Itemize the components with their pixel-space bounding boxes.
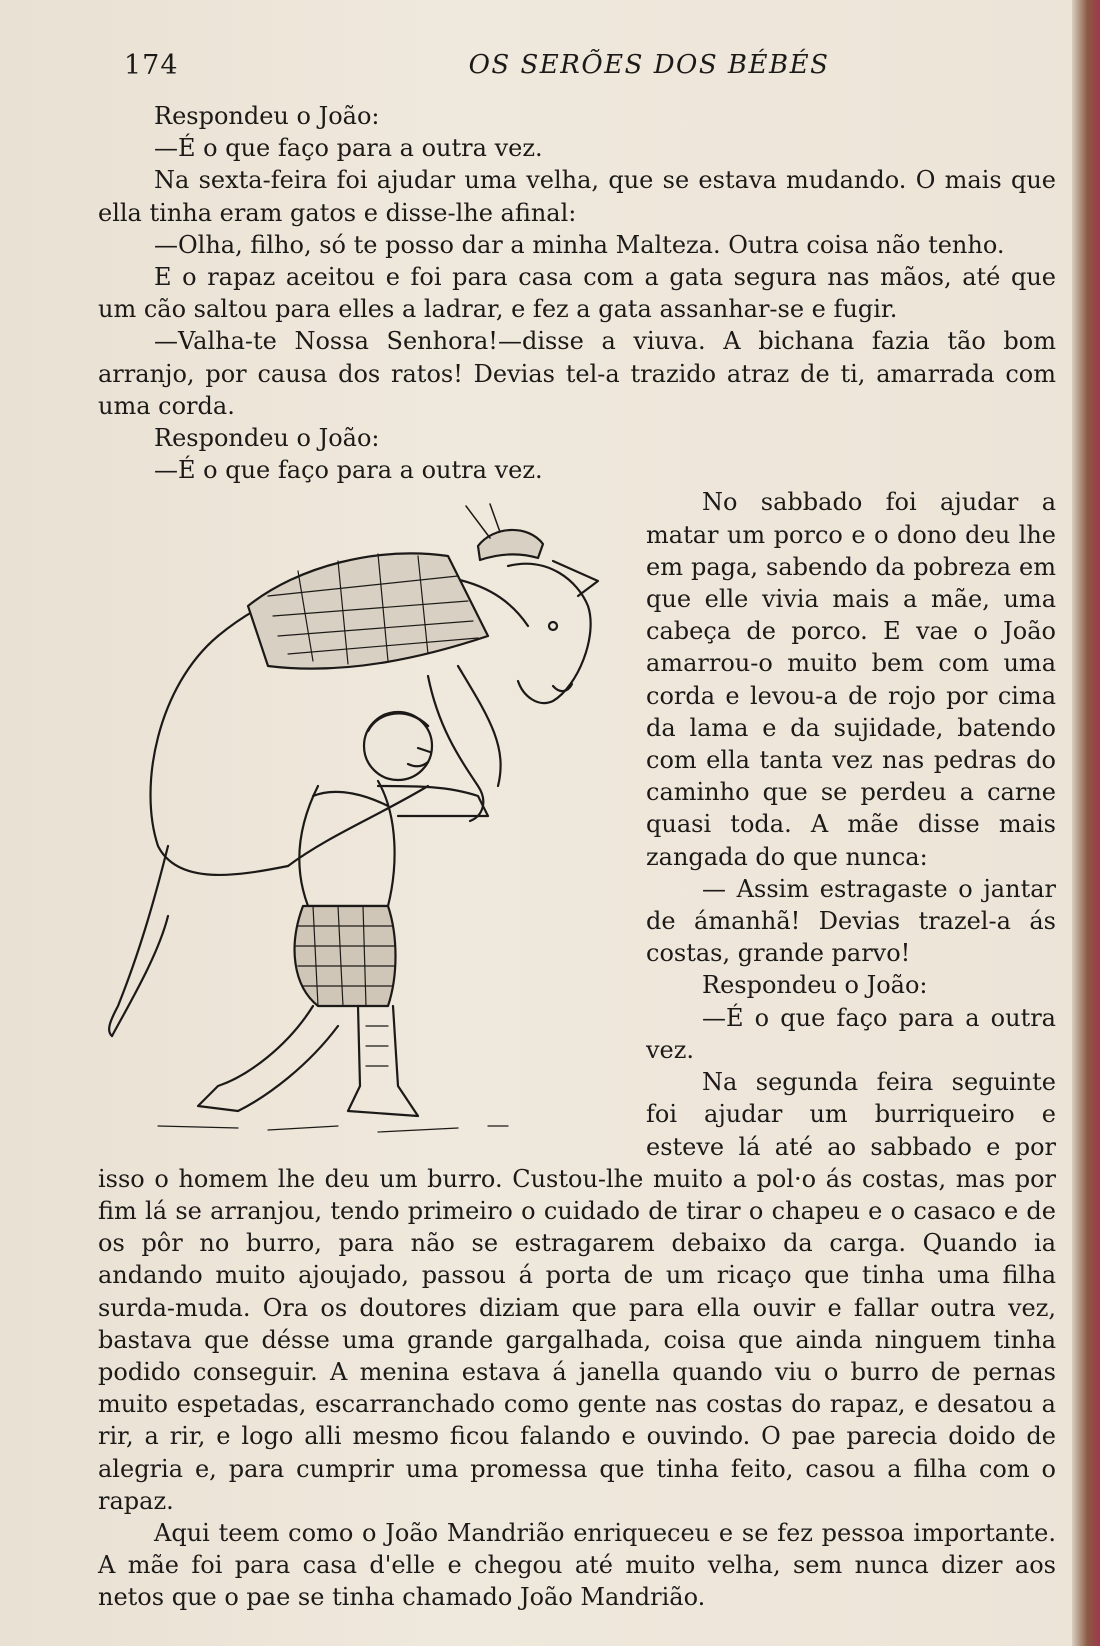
donkey-belly [288,786,428,866]
page-number: 174 [124,50,179,81]
paragraph: E o rapaz aceitou e foi para casa com a gata segura nas mãos, até que um cão saltou para elles a ladrar, e fez a gata assanhar-se e fugir. [98,263,1056,324]
jacket-on-donkey [248,554,488,669]
paragraph: —É o que faço para a outra vez. [154,134,543,163]
paragraph: Respondeu o João: [154,424,380,453]
paragraph: —É o que faço para a outra vez. [154,456,543,485]
story-text [98,100,1056,1614]
paragraph: Respondeu o João: [154,102,380,130]
page-header [124,50,1064,90]
paragraph: Aqui teem como o João Mandrião enriqueceu e se fez pessoa importante. A mãe foi para casa d'elle e chegou até muito velha, sem nunca dizer aos netos que o pae se tinha chamado João Mandrião. [98,1518,1056,1612]
paragraph: —Valha-te Nossa Senhora!—disse a viuva. A bichana fazia tão bom arranjo, por causa dos ratos! Devias tel-a trazido atraz de ti, amarrada com uma corda. [98,327,1056,420]
donkey-front-leg [428,676,483,821]
running-title: OS SERÕES DOS BÉBÉS [468,50,830,80]
paragraph: Na segunda feira seguinte foi ajudar um burriqueiro e esteve lá até ao sabbado e por isso o homem lhe deu um burro. Custou-lhe muito a pol·o ás costas, mas por fim lá se arranjou, tendo primeiro o cuidado de tirar o chapeu e o casaco e de os pôr no burro, para não se estragarem debaixo da carga. Quando ia andando muito ajoujado, passou á porta de um ricaço que tinha uma filha surda-muda. Ora os doutores diziam que para ella ouvir e fallar outra vez, bastava que désse uma grande gargalhada, coisa que ainda ninguem tinha podido conseguir. A menina estava á janella quando viu o burro de pernas muito espetadas, escarranchado como gente nas costas do rapaz, e desatou a rir, a rir, e logo alli mesmo ficou falando e ouvindo. O pae parecia doido de alegria e, para cumprir uma promessa que tinha feito, casou a filha com o rapaz. [98,1068,1056,1515]
illustration-boy-carrying-donkey [98,486,646,1146]
paragraph: —É o que faço para a outra vez. [646,1003,1056,1064]
donkey-body [151,636,289,875]
paragraph: Respondeu o João: [702,971,928,1000]
boy-torso [299,781,394,906]
boy-leg-left [198,1006,338,1111]
boy-leg-right [348,1006,418,1116]
paragraph: — Assim estragaste o jantar de ámanhã! Devias trazel-a ás costas, grande parvo! [646,874,1056,968]
paragraph: —Olha, filho, só te posso dar a minha Malteza. Outra coisa não tenho. [154,230,1005,259]
boy-knickers [295,906,396,1006]
ground-marks [158,1126,508,1132]
boy-carrying-donkey-drawing [98,486,618,1146]
book-spine-edge [1072,0,1100,1646]
paragraph: Na sexta-feira foi ajudar uma velha, que se estava mudando. O mais que ella tinha eram gatos e disse-lhe afinal: [98,166,1056,227]
donkey-head [508,564,591,703]
paragraph: No sabbado foi ajudar a matar um porco e o dono deu lhe em paga, sabendo da pobreza em que elle vivia mais a mãe, uma cabeça de porco. E vae o João amarrou-o muito bem com uma corda e levou-a de rojo por cima da lama e da sujidade, batendo com ella tanta vez nas pedras do caminho que se perdeu a carne quasi toda. A mãe disse mais zangada do que nunca: [646,488,1056,871]
